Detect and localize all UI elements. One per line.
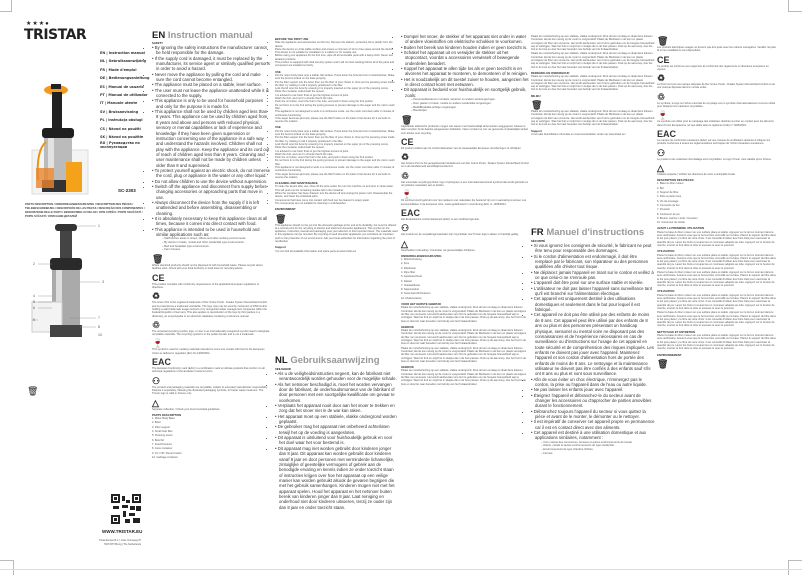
symbol-text: Het universele recyclingsymbool, logo of pictogram is een internationaal erkend symbool dat wordt gebruikt om recyclebare materialen aan te duiden. [401, 180, 529, 188]
symbol-text: The Green Dot is the registered trademark of Der Grüne Punkt - Duales System Deutschland GmbH and is protected as a trademark worldwide. The logo may only be used by customers of DSD GmbH holding a valid trademark usage contract or by recognized waste management companies within the Federal Republic of Germany. This also applies to reproduction of the logo by third parties in a dictionary, an encyclopedia or an electronic database containing a reference manual. [152, 301, 267, 318]
symbol-text: Het Euraziatische conformiteitsmerk (EAC) is een certificeringsmerk. [401, 217, 480, 221]
section-heading: DESCRIPTION DES PIÈCES [657, 178, 694, 183]
symbol-note [152, 377, 270, 396]
fr-symbols [657, 37, 777, 176]
sub-item: – Bed and breakfast type environments. [162, 244, 210, 248]
language-item: RU | Руководство по эксплуатации [100, 141, 140, 150]
section-heading: REINIGING EN ONDERHOUD [531, 70, 570, 75]
symbol-note [401, 172, 529, 188]
list-item: 3. Support de filtre [657, 191, 679, 195]
language-item: SV | Bruksanvisning [100, 109, 139, 114]
diagram-label: 9 [33, 318, 35, 322]
symbol-note [152, 358, 270, 374]
fr-sub-list [531, 441, 655, 456]
bullet-item: • This appliance is not designed to work in a continuous mode. Let the motor cool down after 2 minutes of continuous functioning. [275, 166, 398, 173]
fr-safety-section [531, 239, 655, 456]
bullet-item: • Push the on button, insert the fruit in the tube, and push it down using the fruit pusher. [275, 100, 398, 103]
bullet-item: • Push the on button, insert the fruit in the tube, and push it down using the fruit pusher. [275, 156, 398, 159]
symbol-text: The universal recycling symbol, logo, or icon is an internationally recognized symbol used to designate recyclable materials. The recycling symbol is in the public domain and is not a trademark. [152, 329, 270, 337]
sub-item: – Fermes. [541, 451, 554, 455]
symbol-text: Le symbole, le logo ou l'icône universel de recyclage est un symbole internationalement reconnu utilisé pour désigner les matériaux recyclables. [657, 101, 776, 109]
crop-mark [788, 0, 802, 12]
green-dot-icon: ♻ [401, 152, 410, 163]
bullet-item: • Do not force in to the fruit during the juicing process to prevent damage to the auger and the micro mesh filter. [275, 159, 398, 166]
diagram-label: 5 [33, 300, 35, 304]
bullet-item: • Wash the fruit, and cut it in chunks that fit the tube. [275, 153, 398, 156]
bullet-item: • • Never move the appliance by pulling the cord and make sure the cord cannot become entangled. [152, 72, 270, 83]
weee-bin-icon: 🗑 [152, 254, 164, 265]
en-sub-list [152, 237, 270, 252]
list-item: 6. Bowl lid [152, 438, 164, 442]
address-line: Tristar Europe B.V. | Jules Verneweg 87 [98, 539, 141, 542]
section-heading: SÉCURITÉ [531, 239, 546, 243]
bullet-item: • • Als u de veiligheidsinstructies negeert, kan de fabrikant niet verantwoordelijk worden gehouden voor de mogelijke schade. [275, 371, 398, 382]
bullet-item: • • To protect yourself against an electric shock, do not immerse the cord, plug or appliance in the water or any other liquid. [152, 168, 270, 179]
paragraph: Placez la base du bloc moteur sur une surface plane et stable. Appuyez sur le bol en tournant dans le sens antihoraire. Assurez-vous que le bol est bien verrouillé sur la base. Placez le support de filtre dans le bol puis placez y le filtre de votre choix. Il est conseillé d'utiliser des fruits frais pour maximiser la quantité de jus. Lavez les fruits et coupez-les en morceaux adaptés au tube. Appuyez sur le bouton de marche, insérez le fruit dans le tube et poussez-le avec le poussoir. [657, 230, 776, 247]
symbol-text: Ce symbole est utilisé pour le marquage des matériaux destinés à entrer en contact avec les aliments dans l'Union Européenne, tel que défini dans le règlement (CE) n° 1935/2004. [657, 120, 774, 127]
food-safe-icon: 🍷 [657, 110, 669, 121]
crop-mark [0, 560, 14, 575]
section-heading: ONDERDELENBESCHRIJVING [401, 253, 442, 258]
list-item: 3. Filter support [152, 425, 171, 429]
bullet-item: • It is advised to use fresh fruits to get the highest amount of juice. [275, 150, 398, 153]
symbol-text: Waste electrical products should not be disposed of with household waste. Please recycle where facilities exist. Check with your local Authority or local store for recycling advice. [152, 264, 263, 271]
green-dot-icon: ♻ [657, 73, 666, 84]
list-item: 4. Small hole filter [152, 430, 173, 434]
bullet-item: • Wash the fruit, and cut it in chunks that fit the tube. [275, 97, 398, 100]
section-heading: CLEANING AND MAINTENANCE [275, 181, 318, 186]
weee-bin-icon: 🗑 [275, 213, 287, 224]
list-item: 2. Kom [401, 262, 410, 266]
list-item: 6. Couvercle du bol [657, 203, 680, 207]
sub-item: – Hôtels, motels et autres environnements de type résidentiel. [541, 444, 615, 448]
diagram-label: 1 [98, 224, 100, 228]
bullet-item: • • Débranchez toujours l'appareil du secteur si vous quittez la pièce et avant de le monter, le démonter ou le nettoyer. [531, 409, 655, 420]
bullet-item: • • Afin de vous éviter un choc électrique, n'immergez pas le cordon, la prise ou l'appareil dans de l'eau ou autre liquide. [531, 377, 655, 388]
bullet-item: • Place the container underneath the spouts. [275, 90, 398, 93]
list-item: 10. Conteneur de résidu [657, 221, 685, 225]
section-heading: UTILISATION [657, 289, 675, 294]
bullet-item: • • By ignoring the safety instructions the manufacturer cannot be held responsible for the damage. [152, 45, 270, 56]
paragraph: Placez la base du bloc moteur sur une surface plane et stable. Appuyez sur le bol en tournant dans le sens antihoraire. Assurez-vous que le bol est bien verrouillé sur la base. Placez le support de filtre dans le bol puis placez y le filtre de votre choix. Il est conseillé d'utiliser des fruits frais pour maximiser la quantité de jus. Lavez les fruits et coupez-les en morceaux adaptés au tube. Appuyez sur le bouton de marche, insérez le fruit dans le tube et poussez-le avec le poussoir. [657, 293, 776, 310]
bullet-item: • • Dit apparaat is uitsluitend voor huishoudelijk gebruik en voor het doel waar het voor bestemd is. [275, 435, 398, 446]
bullet-item: • • Cet appareil est uniquement destiné à des utilisations domestiques et seulement dans le but pour lequel il est fabriqué. [531, 296, 655, 312]
bullet-item: • • Buiten het bereik van kinderen houden indien er geen toezicht is. [401, 45, 529, 50]
symbol-text: La marque de conformité eurasienne (EAC) est une marque de certification destinée à indiquer les produits conformes à toutes les réglementations techniques de l'Union douanière eurasienne. [657, 138, 771, 146]
eac-mark-icon: EAC [152, 357, 172, 368]
symbol-note [657, 37, 777, 53]
section-heading: VOOR HET EERSTE GEBRUIK [401, 302, 442, 307]
bullet-item: • • Schakel het apparaat uit en verwijder de stekker uit het stopcontact, voordat u accessoires verwisselt of bewegende onderdelen benadert. [401, 50, 529, 66]
bullet-item: • • This appliance shall not be used by children aged less than 8 years. This appliance can be used by children aged from 8 years and above and persons with reduced physical, sensory or mental capabilities or lack of experience and knowledge if they have been given supervision or instruction concerning use of the appliance in a safe way and understand the hazards involved. Children shall not play with the appliance. Keep the appliance and its cord out of reach of children aged less than 8 years. Cleaning and user maintenance shall not be made by children unless older than 8 and supervised. [152, 109, 270, 168]
bullet-item: • • Als het netsnoer beschadigd is, moet het worden vervangen door de fabrikant, de onderhoudsmonteur van de fabrikant of door personen met een soortgelijke kwalificatie om gevaar te voorkomen. [275, 382, 398, 403]
bullet-item: • • This appliance is intended to be used in household and similar applications such as: [152, 227, 270, 238]
language-item: PT | Manual de utilizador [100, 93, 148, 98]
symbol-note [657, 111, 777, 127]
language-item: FR | Mode d'emploi [100, 67, 137, 72]
model-number: SC-2303 [118, 188, 136, 193]
bullet-item: • • Ne pas laisser les enfants jouer avec l'appareil. [531, 387, 655, 392]
symbol-note [152, 399, 270, 411]
nl-safety-section [275, 367, 398, 510]
list-item: 7. Voedselduwer [401, 283, 421, 287]
sub-item: – Boerderijen. [411, 109, 428, 113]
paragraph: Plaats de motorbehuizing op een stabiele, vlakke ondergrond. Druk de kom omlaag en draai deze linksom. Controleer dat de kom stevig op de motor is vergrendeld. Plaats de filterbasis in de kom en plaats vervolgens de filter van uw keuze. Het wordt aanbevolen vers fruit te gebruiken om de hoogste hoeveelheid sap te verkrijgen. Was het fruit en snijd het in stukjes die in de buis passen. Druk op de aan-knop, doe het fruit in de buis en duw het naar beneden met behulp van het fruitaandrukker. [401, 329, 527, 346]
separate-collection-icon: △ [152, 397, 159, 408]
diagram-label: 7 [98, 316, 100, 320]
diagram-label: 2 [33, 262, 35, 266]
language-item: NL | Gebruiksaanwijzing [100, 59, 147, 64]
sub-item: – Bed&Breakfast-achtige omgevingen. [411, 105, 457, 109]
symbol-note [401, 240, 529, 252]
website-link[interactable]: WWW.TRISTAR.EU [102, 529, 143, 534]
food-safe-icon: 🍷 [152, 338, 164, 349]
symbol-text: Het Groene Punt is het geregistreerde handelsmerk van Der Grüne Punkt - Duales System Deutschland GmbH en is als handelsmerk wereldwijd beschermd. [401, 162, 529, 169]
bullet-item: • • Dit apparaat is bedoeld voor huishoudelijk en soortgelijk gebruik, zoals: [401, 87, 529, 98]
section-heading: Support [531, 128, 542, 133]
bullet-item: • This appliance is not designed to work in a continuous mode. Let the motor cool down after 2 minutes of continuous functioning. [275, 110, 398, 117]
paragraph: Placez la base du bloc moteur sur une surface plane et stable. Appuyez sur le bol en tournant dans le sens antihoraire. Assurez-vous que le bol est bien verrouillé sur la base. Placez le support de filtre dans le bol puis placez y le filtre de votre choix. Il est conseillé d'utiliser des fruits frais pour maximiser la quantité de jus. Lavez les fruits et coupez-les en morceaux adaptés au tube. Appuyez sur le bouton de marche, insérez le fruit dans le tube et poussez-le avec le poussoir. [657, 334, 776, 351]
fr-details-section [657, 34, 777, 369]
bullet-item: • • Cet appareil ne doit pas être utilisé par des enfants de moins de 8 ans. Cet appareil peut être utilisé par des enfants de 8 ans ou plus et des personnes présentant un handicap physique, sensoriel ou mental voire ne disposant pas des connaissances et de l'expérience nécessaires en cas de surveillance ou d'instructions sur l'usage de cet appareil en toute sécurité et de compréhension des risques impliqués. Les enfants ne doivent pas jouer avec l'appareil. Maintenez l'appareil et son cordon d'alimentation hors de portée des enfants de moins de 8 ans. Le nettoyage et la maintenance utilisateur ne doivent pas être confiés à des enfants sauf s'ils ont 8 ans ou plus et sont sous surveillance. [531, 312, 655, 376]
symbol-note [657, 56, 777, 72]
symbol-text: Separate collection / Check your local municipal guidelines. [152, 407, 221, 411]
title-text: Gebruiksaanwijzing [290, 355, 380, 366]
nl-section-title [275, 355, 380, 366]
paragraph: Plaats de motorbehuizing op een stabiele, vlakke ondergrond. Druk de kom omlaag en draai deze linksom. Controleer dat de kom stevig op de motor is vergrendeld. Plaats de filterbasis in de kom en plaats vervolgens de filter van uw keuze. Het wordt aanbevolen vers fruit te gebruiken om de hoogste hoeveelheid sap te verkrijgen. Was het fruit en snijd het in stukjes die in de buis passen. Druk op de aan-knop, doe het fruit in de buis en duw het naar beneden met behulp van het fruitaandrukker. [401, 346, 527, 363]
symbol-note [657, 74, 777, 90]
list-item: 1. Base du bloc moteur [657, 182, 684, 186]
bullet-item: • • Dompel het snoer, de stekker of het apparaat niet onder in water of andere vloeistoffen om elektrische schokken te voorkomen. [401, 34, 529, 45]
bullet-item: • • If the supply cord is damaged, it must be replaced by the manufacturer, its service agent or similarly qualified persons in order to avoid a hazard. [152, 56, 270, 72]
food-safe-icon: 🍷 [401, 189, 413, 200]
nl-parts [401, 255, 529, 386]
nl-usage-section [531, 35, 655, 137]
section-heading: GEBRUIK [401, 324, 414, 329]
eac-mark-icon: EAC [401, 207, 421, 218]
paragraph: This appliance should not be put into the domestic garbage at the end of its durability, but must be offered at a central point for the recycling of electric and electronic domestic appliances. This symbol on the appliance, instruction manual and packaging puts your attention to this important issue. The materials used in this appliance can be recycled. By recycling of used domestic appliances you contribute an important push to the protection of our environment. Ask your local authorities for information regarding the point of recollection. [275, 223, 398, 244]
nl-sub-list [401, 98, 529, 113]
bullet-item: • If the auger becomes jammed, please use the REV button on the back of the device for 3 seconds to reverse the rotation. [275, 173, 398, 180]
list-item: 9. Toets Aan/Uit/Omkeren [401, 292, 431, 296]
symbol-text: Le Point vert est une marque déposée de Der Grüne Punkt - Duales System Deutschland GmbH et est une marque déposée dans le monde entier. [657, 83, 775, 90]
weee-bin-icon: 🗑 [657, 358, 669, 369]
section-heading: GEBRUIK [401, 365, 414, 370]
en-safety-list [152, 45, 270, 237]
diagram-label: 4 [33, 294, 35, 298]
section-heading: Support [275, 245, 286, 250]
bullet-item: • • Si vous ignorez les consignes de sécurité, le fabricant ne peut être tenu pour responsable des dommages. [531, 243, 655, 254]
list-item: 6. Deksel [401, 279, 412, 283]
diagram-label: 3 [102, 280, 104, 284]
bullet-item: • Lock the lid onto the bowl by ensuring it is properly inserted on the upper pin of the pressing screw. [275, 87, 398, 90]
list-item: 4. Filtre à petits trous [657, 195, 682, 199]
symbol-note [657, 149, 777, 161]
company-address [94, 539, 141, 548]
bullet-item: • • Do not allow children to use the device without supervision. [152, 179, 270, 184]
recycling-icon: ♲ [152, 319, 161, 330]
weee-bin-icon: 🗑 [27, 386, 39, 396]
nl-symbols [401, 116, 529, 252]
lang-code: FR [531, 227, 544, 238]
weee-bin-icon: 🗑 [531, 100, 543, 111]
sub-item: – Coin cuisine des commerces, bureaux et autres environnements de travail. [541, 440, 633, 444]
paragraph: Plaats de motorbehuizing op een stabiele, vlakke ondergrond. Druk de kom omlaag en draai deze linksom. Controleer dat de kom stevig op de motor is vergrendeld. Plaats de filterbasis in de kom en plaats vervolgens de filter van uw keuze. Het wordt aanbevolen vers fruit te gebruiken om de hoogste hoeveelheid sap te verkrijgen. Was het fruit en snijd het in stukjes die in de buis passen. Druk op de aan-knop, doe het fruit in de buis en duw het naar beneden met behulp van het fruitaandrukker. [401, 369, 527, 386]
diagram-label: 6 [33, 306, 35, 310]
bullet-item: • • It is absolutely necessary to keep this appliance clean at all times, because it comes into direct contact with food. [152, 216, 270, 227]
bullet-item: • Put the motor body base onto a stable, flat surface. Press down the bowl and turn it anticlockwise. Make sure the bowl is locked on the base properly. [275, 74, 398, 81]
symbol-note [152, 255, 270, 271]
list-item: 1. Motorbehuizing [401, 258, 422, 262]
brand-logo: TRISTAR [24, 27, 87, 43]
symbol-text: Het product en de verpakkingsmaterialen zijn recyclebaar. Het Triman-logo is alleen in Frankrijk geldig. [401, 233, 519, 237]
bullet-item: • If the auger becomes jammed, please use the REV button on the back of the device for 3 seconds to reverse the rotation. [275, 117, 398, 124]
paragraph: Plaats de motorbehuizing op een stabiele, vlakke ondergrond. Druk de kom omlaag en draai deze linksom. Controleer dat de kom stevig op de motor is vergrendeld. Plaats de filterbasis in de kom en plaats vervolgens de filter van uw keuze. Het wordt aanbevolen vers fruit te gebruiken om de hoogste hoeveelheid sap te verkrijgen. Was het fruit en snijd het in stukjes die in de buis passen. Druk op de aan-knop, doe het fruit in de buis en duw het naar beneden met behulp van het fruitaandrukker. [531, 75, 655, 92]
diagram-label: 8 [98, 325, 100, 329]
bullet-item: • This product is equipped with dual security system and it will not start working before all of the parts and component are installed correctly. [275, 61, 398, 68]
en-usage-section [275, 35, 398, 254]
eac-mark-icon: EAC [657, 128, 677, 139]
section-heading: AVANT LA PREMIÈRE UTILISATION [657, 226, 705, 231]
bullet-item: • • Cet appareil est destiné à une utilisation domestique et aux applications similaires, notamment : [531, 430, 655, 441]
paragraph: Placez la base du bloc moteur sur une surface plane et stable. Appuyez sur le bol en tournant dans le sens antihoraire. Assurez-vous que le bol est bien verrouillé sur la base. Placez le support de filtre dans le bol puis placez y le filtre de votre choix. Il est conseillé d'utiliser des fruits frais pour maximiser la quantité de jus. Lavez les fruits et coupez-les en morceaux adaptés au tube. Appuyez sur le bouton de marche, insérez le fruit dans le tube et poussez-le avec le poussoir. [657, 270, 776, 288]
bullet-item: • • Ne déplacez jamais l'appareil en tirant sur le cordon et veillez à ce que celui-ci ne s'enroule pas. [531, 270, 655, 281]
language-item: IT | Manuale utente [100, 101, 138, 106]
nl-safety-continued [401, 34, 529, 387]
list-item: 8. Juice container [152, 447, 173, 451]
bullet-item: • Put the filter support into the bowl, then put the filter of your choice in. Now put the pressing screw inside the filter, by rotating it until it properly positioned in the filter. [275, 81, 398, 88]
paragraph: Plaats de motorbehuizing op een stabiele, vlakke ondergrond. Druk de kom omlaag en draai deze linksom. Controleer dat de kom stevig op de motor is vergrendeld. Plaats de filterbasis in de kom en plaats vervolgens de filter van uw keuze. Het wordt aanbevolen vers fruit te gebruiken om de hoogste hoeveelheid sap te verkrijgen. Was het fruit en snijd het in stukjes die in de buis passen. Druk op de aan-knop, doe het fruit in de buis en duw het naar beneden met behulp van het fruitaandrukker. [531, 110, 655, 127]
bullet-item: • • Het apparaat moet op een stabiele, vlakke ondergrond worden geplaatst. [275, 414, 398, 425]
sub-item: – Staff kitchen areas in shops, offices and other working environments. [162, 237, 247, 241]
green-dot-icon: ♻ [152, 291, 161, 302]
paragraph: Plaats de motorbehuizing op een stabiele, vlakke ondergrond. Druk de kom omlaag en draai deze linksom. Controleer dat de kom stevig op de motor is vergrendeld. Plaats de filterbasis in de kom en plaats vervolgens de filter van uw keuze. Het wordt aanbevolen vers fruit te gebruiken om de hoogste hoeveelheid sap te verkrijgen. Was het fruit en snijd het in stukjes die in de buis passen. Druk op de aan-knop, doe het fruit in de buis en duw het naar beneden met behulp van het fruitaandrukker. [531, 35, 655, 52]
address-line: 5015 BH Tilburg | The Netherlands [104, 543, 141, 547]
qr-code[interactable] [111, 494, 141, 524]
language-item: PL | Instrukcja obsługi [100, 118, 143, 123]
symbol-note [152, 339, 270, 355]
symbol-note [401, 116, 529, 135]
ce-mark-icon: CE [152, 272, 165, 283]
weee-bin-icon: 🗑 [657, 36, 669, 46]
sub-item: – Farm houses. [162, 248, 181, 252]
symbol-note [401, 209, 529, 221]
list-item: 9. Bouton marche / arrêt / inversion [657, 216, 698, 220]
section-heading: VEILIGHEID [275, 367, 291, 371]
bullet-item: • • Éteignez l'appareil et débranchez-le du secteur avant de changer les accessoires ou d'approcher de parties amovibles durant le fonctionnement. [531, 393, 655, 409]
language-item: DE | Bedienungsanleitung [100, 76, 150, 81]
sub-item: – Personeelskeukens in winkels, kantoren en andere werkomgevingen. [411, 98, 496, 102]
language-item: ES | Manual de usuario [100, 84, 144, 89]
en-safety-section [152, 41, 270, 460]
bullet-item: • Put the motor body base onto a stable, flat surface. Press down the bowl and turn it anticlockwise. Make sure the bowl is locked on the base properly. [275, 130, 398, 137]
symbol-text: Les produits électriques usagés ne doivent pas être jetés avec les ordures ménagères. Veuillez recycler là où les installations sont disponibles. [657, 46, 777, 53]
symbol-text: Gescheiden inzameling / Controleer uw gemeentelijke richtlijnen. [401, 248, 476, 252]
bullet-item: • Lock the lid onto the bowl by ensuring it is properly inserted on the upper pin of the pressing screw. [275, 143, 398, 146]
section-heading: ENVIRONMENT [275, 207, 296, 212]
bullet-item: • • Dit apparaat mag niet worden gebruikt door kinderen jonger dan 8 jaar. Dit apparaat kan worden gebruikt door kinderen vanaf 8 jaar en door personen met verminderde lichamelijke, zintuiglijke of geestelijke vermogens of gebrek aan de benodigde ervaring en kennis indien ze onder toezicht staan of instructies krijgen over hoe het apparaat op een veilige manier kan worden gebruikt alsook de gevaren begrijpen die met het gebruik samenhangen. Kinderen mogen niet met het apparaat spelen. Houd het apparaat en het netsnoer buiten bereik van kinderen jonger dan 8 jaar. Laat reiniging en onderhoud niet door kinderen uitvoeren, tenzij ze ouder zijn dan 8 jaar en onder toezicht staan. [275, 446, 398, 510]
sub-item: – By clients in hotels, motels and other residential type environments. [162, 241, 245, 245]
paragraph: Placez la base du bloc moteur sur une surface plane et stable. Appuyez sur le bol en tournant dans le sens antihoraire. Assurez-vous que le bol est bien verrouillé sur la base. Placez le support de filtre dans le bol puis placez y le filtre de votre choix. Il est conseillé d'utiliser des fruits frais pour maximiser la quantité de jus. Lavez les fruits et coupez-les en morceaux adaptés au tube. Appuyez sur le bouton de marche, insérez le fruit dans le tube et poussez-le avec le poussoir. [657, 253, 776, 270]
symbol-text: Dit product voldoet aan de conformiteitseisen van de toepasselijke Europese verordeningen of richtlijnen. [401, 146, 522, 150]
recycling-icon: ♲ [657, 91, 666, 102]
symbol-note [657, 130, 777, 146]
paragraph: U kunt alle beschikbare informatie en reserveonderdelen vinden op www.tristar.eu! [531, 132, 626, 136]
section-heading: MILIEU [531, 93, 541, 98]
bullet-item: • Place the container underneath the spouts. [275, 146, 398, 149]
list-item: 8. Conteneur de jus [657, 212, 680, 216]
nl-safety-list [401, 34, 529, 98]
symbol-text: Afgedankte elektrische producten mogen niet samen met huishoudelijk afval worden weggegooid. Gelieve te laten recyclen bij de daartoe aangewezen faciliteiten. Neem contact op met uw gemeente of plaatselijke winkel voor advies over recycling. [401, 124, 528, 135]
triman-icon: ⚇ [152, 375, 161, 386]
paragraph: Plaats de motorbehuizing op een stabiele, vlakke ondergrond. Druk de kom omlaag en draai deze linksom. Controleer dat de kom stevig op de motor is vergrendeld. Plaats de filterbasis in de kom en plaats vervolgens de filter van uw keuze. Het wordt aanbevolen vers fruit te gebruiken om de hoogste hoeveelheid sap te verkrijgen. Was het fruit en snijd het in stukjes die in de buis passen. Druk op de aan-knop, doe het fruit in de buis en duw het naar beneden met behulp van het fruitaandrukker. [531, 52, 655, 69]
crop-mark [788, 560, 802, 575]
bullet-item: • • Het is noodzakelijk om dit toestel zuiver te houden, aangezien het in direct contact komt met eetwaren. [401, 77, 529, 88]
separate-collection-icon: △ [401, 238, 408, 249]
symbol-text: The product and packaging materials are recyclable, subject to extended manufacturer responsibility. Dispose it separately, following the illustrated packaging symbols, for better waste treatment. The Triman logo is valid in France only. [152, 385, 268, 396]
section-heading: ENVIRONNEMENT [657, 352, 682, 357]
list-item: 2. Bol [657, 186, 664, 190]
symbol-note [401, 190, 529, 206]
symbol-text: This product complies with conformity requirements of the applicable European regulations or directives. [152, 282, 260, 290]
recycling-icon: ♲ [401, 170, 410, 181]
list-item: 5. Vis de pressage [657, 199, 679, 203]
language-item: EN | Instruction manual [100, 51, 145, 55]
separate-collection-icon: △ [657, 162, 664, 173]
bullet-item: • Components that have come into contact with food can be cleaned in soapy water. [275, 199, 398, 202]
symbol-text: Collecte séparée / Vérifiez les directives de votre municipalité locale. [657, 172, 736, 176]
symbol-note [152, 321, 270, 337]
en-symbols [152, 255, 270, 411]
bullet-item: • Put the filter support into the bowl, then put the filter of your choice in. Now put the pressing screw inside the filter, by rotating it until it properly positioned in the filter. [275, 136, 398, 143]
section-heading: USE [275, 69, 281, 74]
symbol-note [657, 164, 777, 176]
section-heading: NETTOYAGE ET ENTRETIEN [657, 329, 696, 334]
logo-stars-icon: ★★★● [26, 21, 50, 27]
symbol-note [401, 153, 529, 169]
bullet-item: • • Always disconnect the device from the supply if it is left unattended and before assembling, disassembling or cleaning. [152, 200, 270, 216]
title-text: Manuel d'instructions [546, 227, 645, 238]
bullet-item: • • Switch off the appliance and disconnect from supply before changing accessories or approaching parts that move in use. [152, 184, 270, 200]
bullet-item: • • Koppel het apparaat te allen tijde los als er geen toezicht is en alvorens het apparaat te monteren, te demonteren of te reinigen. [401, 66, 529, 77]
symbol-note [657, 93, 777, 109]
lang-code: EN [152, 30, 166, 41]
crop-mark [0, 0, 12, 12]
paragraph: Plaats de motorbehuizing op een stabiele, vlakke ondergrond. Druk de kom omlaag en draai deze linksom. Controleer dat de kom stevig op de motor is vergrendeld. Plaats de filterbasis in de kom en plaats vervolgens de filter van uw keuze. Het wordt aanbevolen vers fruit te gebruiken om de hoogste hoeveelheid sap te verkrijgen. Was het fruit en snijd het in stukjes die in de buis passen. Druk op de aan-knop, doe het fruit in de buis en duw het naar beneden met behulp van het fruitaandrukker. [401, 306, 527, 323]
symbol-text: Dit symbool wordt gebruikt voor het markeren van materialen die bestemd zijn om in aanraking te komen met levensmiddelen in de Europese Unie, zoals gedefinieerd in verordening (EG) nr. 1935/2004. [401, 199, 527, 206]
symbol-note [152, 274, 270, 290]
bullet-item: • Place the device on a flat stable surface and ensure a minimum of 10 cm free space around the device. This device is not suitable for installation in a cabinet or for outside use. [275, 48, 398, 55]
bullet-item: • • This appliance is only to be used for household purposes and only for the purpose it is made for. [152, 98, 270, 109]
product-photo [30, 80, 92, 198]
bullet-item: • • The appliance must be placed on a stable, level surface. [152, 82, 270, 87]
triman-icon: ⚇ [401, 223, 410, 234]
bullet-item: • • The user must not leave the appliance unattended while it is connected to the supply. [152, 88, 270, 99]
bullet-item: • • De gebruiker mag het apparaat niet onbeheerd achterlaten terwijl het op de voeding is aangesloten. [275, 424, 398, 435]
symbol-text: Ce produit est conforme aux exigences de conformité des règlements ou directives européens en vigueur. [657, 64, 769, 71]
diagram-label: 10 [98, 333, 102, 337]
list-item: 5. Pressing screw [152, 434, 173, 438]
section-heading: PARTS DESCRIPTION [152, 412, 182, 417]
symbol-text: This symbol is used for marking materials intended to come into contact with food in the European Union as defined in regulation (EC) No 1935/2004. [152, 348, 265, 355]
language-item: SK | Návod na použitie [100, 135, 144, 140]
symbol-note [152, 292, 270, 317]
symbol-note [401, 138, 529, 150]
list-item: 7. Poussoir [657, 208, 670, 212]
lang-code: NL [275, 355, 288, 366]
paragraph: Placez la base du bloc moteur sur une surface plane et stable. Appuyez sur le bol en tournant dans le sens antihoraire. Assurez-vous que le bol est bien verrouillé sur la base. Placez le support de filtre dans le bol puis placez y le filtre de votre choix. Il est conseillé d'utiliser des fruits frais pour maximiser la quantité de jus. Lavez les fruits et coupez-les en morceaux adaptés au tube. Appuyez sur le bouton de marche, insérez le fruit dans le tube et poussez-le avec le poussoir. [657, 311, 776, 328]
list-item: 10. Afvalcontainer [401, 296, 422, 300]
section-heading: SAFETY [152, 41, 164, 45]
bullet-item: • • Il est impératif de conserver cet appareil propre en permanence car il est en contact direct avec des aliments. [531, 419, 655, 430]
en-section-title [152, 30, 253, 41]
bullet-item: • • L'appareil doit être posé sur une surface stable et nivelée. [531, 280, 655, 285]
fr-section-title [531, 227, 644, 238]
triman-icon: ⚇ [657, 147, 666, 158]
list-item: 8. Sapcontainer [401, 288, 420, 292]
en-parts [152, 414, 270, 459]
list-item: 3. Filterbasis [401, 266, 416, 270]
ce-mark-icon: CE [401, 136, 414, 147]
symbol-text: Le produit et les matériaux d'emballage sont recyclables. Le logo Triman n'est valable qu'en France. [657, 157, 772, 161]
section-heading: BEFORE THE FIRST USE [275, 37, 309, 41]
bullet-item: • Take the appliance and accessories out the box. Remove the stickers, protective foil or plastic from the device. [275, 41, 398, 48]
list-item: 2. Bowl [152, 421, 161, 425]
bullet-item: • It is advised to use fresh fruits to get the highest amount of juice. [275, 94, 398, 97]
weee-bin-icon: 🗑 [401, 114, 413, 125]
list-item: 10. Garbage container [152, 455, 178, 459]
section-heading: UTILISATION [657, 249, 675, 254]
page-edge [0, 569, 802, 570]
sub-item: – Environnements de type chambre d'hôtes. [541, 448, 594, 452]
title-text: Instruction manual [167, 30, 253, 41]
bullet-item: • The components are not suitable for cleaning in a dishwasher. [275, 202, 398, 205]
section-heading: USE [275, 125, 281, 130]
list-item: 7. Food Pressure [152, 442, 172, 446]
sub-item: – Door gasten in hotels, motels en andere residentiële omgevingen. [411, 101, 492, 105]
parts-header: PARTS DESCRIPTION / ONDERDELENBESCHRIJVING / DESCRIPTION DES PIÈCES / TEILEBESCHREIBUNG / DESCRIPCIÓN DE LAS PIEZAS / DESCRIÇÃO DOS COMPONENTES / DESCRIZIONE DELLE PARTI / BESKRIVNING AV DELAR / OPIS CZĘŚCI / POPIS SOUČÁSTÍ / POPIS SÚČASTÍ / ОПИСАНИЕ ДЕТАЛЕЙ [25, 203, 145, 218]
symbol-text: The Eurasian Conformity mark (EAC) is a certification mark to indicate products that conform to all technical regulations of the Eurasian Customs Union. [152, 367, 265, 374]
bullet-item: • • Verplaats het apparaat nooit door aan het snoer te trekken en zorg dat het snoer niet in de war kan raken. [275, 403, 398, 414]
bullet-item: • To clean the device after use, close off the juice outlet, the turn the machine on and pour in clean water. This will push out the remaining residue left in the container. [275, 185, 398, 192]
paragraph: You can find all available information and spare parts at www.tristar.eu! [275, 249, 357, 253]
list-item: 9. On / Off / Revert button [152, 451, 182, 455]
bullet-item: • • L'utilisateur ne doit pas laisser l'appareil sans surveillance tant qu'il est branché sur l'alimentation électrique. [531, 286, 655, 297]
language-item: CS | Návod na použití [100, 126, 141, 131]
symbol-note [401, 224, 529, 236]
nl-safety-list [275, 371, 398, 510]
bullet-item: • Before using your appliance for the first time, wipe off all removable parts with a damp cloth. Never use abrasive products. [275, 54, 398, 61]
list-item: 5. Aandrukschroef [401, 275, 422, 279]
ce-mark-icon: CE [657, 54, 670, 65]
list-item: 1. Motor Body Base [152, 417, 175, 421]
fr-safety-list [531, 243, 655, 441]
list-item: 4. Fijne filter [401, 270, 416, 274]
bullet-item: • • Si le cordon d'alimentation est endommagé, il doit être remplacé par le fabricant, son réparateur ou des personnes qualifiées afin d'éviter tout risque. [531, 254, 655, 270]
parts-diagram [30, 222, 110, 342]
bullet-item: • Do not force in to the fruit during the juicing process to prevent damage to the auger and the micro mesh filter. [275, 104, 398, 111]
bullet-item: • When the container has been drained, turn the device off and unplug the power cord. Disassemble the device, and clean the individual parts. [275, 192, 398, 199]
